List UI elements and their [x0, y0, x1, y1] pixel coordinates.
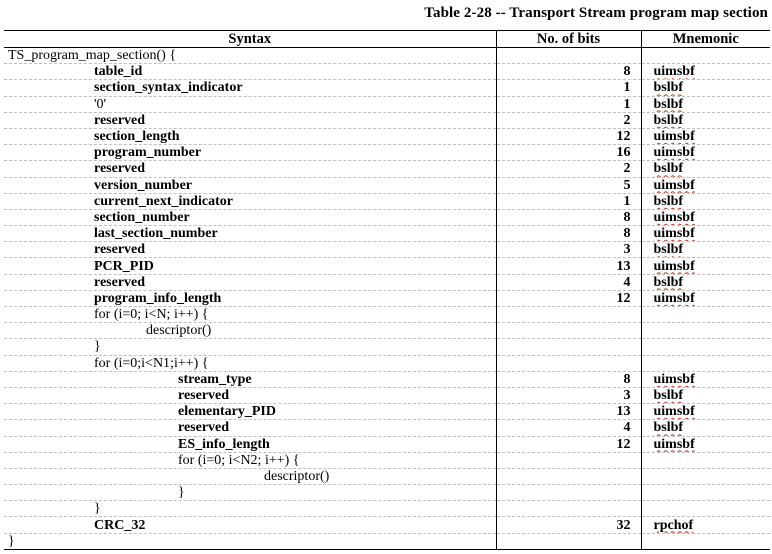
mnemonic-text: bslbf	[653, 388, 684, 404]
syntax-cell: for (i=0;i<N1;i++) {	[4, 355, 496, 371]
header-syntax: Syntax	[4, 31, 496, 48]
mnemonic-cell	[641, 355, 770, 371]
bits-cell	[496, 339, 641, 355]
mnemonic-cell	[641, 128, 770, 144]
mnemonic-cell	[641, 112, 770, 128]
mnemonic-cell	[641, 274, 770, 290]
bits-cell: 1	[496, 80, 641, 96]
mnemonic-cell	[641, 96, 770, 112]
mnemonic-text: uimsbf	[653, 129, 695, 145]
table-row	[4, 80, 770, 96]
mnemonic-text: uimsbf	[653, 209, 695, 225]
bits-cell	[496, 307, 641, 323]
syntax-cell: reserved	[4, 420, 496, 436]
mnemonic-cell	[641, 80, 770, 96]
table-row	[4, 468, 770, 484]
mnemonic-text: rpchof	[653, 517, 694, 533]
mnemonic-cell	[641, 452, 770, 468]
table-row	[4, 307, 770, 323]
table-row	[4, 112, 770, 128]
mnemonic-text: uimsbf	[653, 258, 695, 274]
table-row	[4, 274, 770, 290]
syntax-cell: }	[4, 339, 496, 355]
bits-cell: 8	[496, 371, 641, 387]
mnemonic-text: uimsbf	[653, 177, 695, 193]
mnemonic-cell	[641, 387, 770, 403]
table-row	[4, 48, 770, 64]
mnemonic-cell	[641, 371, 770, 387]
bits-cell: 13	[496, 258, 641, 274]
syntax-cell: ES_info_length	[4, 436, 496, 452]
syntax-cell: program_info_length	[4, 290, 496, 306]
syntax-cell: '0'	[4, 96, 496, 112]
bits-cell: 3	[496, 242, 641, 258]
table-row	[4, 226, 770, 242]
syntax-cell: for (i=0; i<N2; i++) {	[4, 452, 496, 468]
mnemonic-cell	[641, 339, 770, 355]
mnemonic-cell	[641, 517, 770, 533]
table-row	[4, 209, 770, 225]
table-row	[4, 387, 770, 403]
bits-cell: 8	[496, 226, 641, 242]
mnemonic-text: uimsbf	[653, 64, 695, 80]
mnemonic-cell	[641, 177, 770, 193]
table-row	[4, 355, 770, 371]
syntax-cell: reserved	[4, 112, 496, 128]
bits-cell: 2	[496, 161, 641, 177]
syntax-cell: last_section_number	[4, 226, 496, 242]
bits-cell	[496, 533, 641, 549]
syntax-cell: for (i=0; i<N; i++) {	[4, 307, 496, 323]
mnemonic-text: bslbf	[653, 112, 684, 128]
bits-cell: 8	[496, 64, 641, 80]
mnemonic-cell	[641, 307, 770, 323]
mnemonic-text: uimsbf	[653, 371, 695, 387]
bits-cell: 1	[496, 193, 641, 209]
bits-cell	[496, 323, 641, 339]
mnemonic-text: uimsbf	[653, 226, 695, 242]
bits-cell: 16	[496, 145, 641, 161]
table-body	[4, 48, 770, 550]
mnemonic-cell	[641, 242, 770, 258]
mnemonic-cell	[641, 193, 770, 209]
mnemonic-text: uimsbf	[653, 145, 695, 161]
mnemonic-text: uimsbf	[653, 436, 695, 452]
syntax-table	[4, 30, 770, 550]
bits-cell: 4	[496, 274, 641, 290]
table-row	[4, 533, 770, 549]
syntax-cell: program_number	[4, 145, 496, 161]
table-row	[4, 436, 770, 452]
table-row	[4, 501, 770, 517]
mnemonic-text: bslbf	[653, 80, 684, 96]
mnemonic-cell	[641, 501, 770, 517]
syntax-cell: version_number	[4, 177, 496, 193]
mnemonic-text: bslbf	[653, 420, 684, 436]
syntax-cell: descriptor()	[4, 468, 496, 484]
syntax-cell: reserved	[4, 274, 496, 290]
table-row	[4, 145, 770, 161]
mnemonic-text: bslbf	[653, 161, 684, 177]
table-row	[4, 404, 770, 420]
table-caption: Table 2-28 -- Transport Stream program map section	[424, 5, 768, 21]
table-row	[4, 193, 770, 209]
bits-cell	[496, 355, 641, 371]
table-row	[4, 96, 770, 112]
mnemonic-cell	[641, 226, 770, 242]
table-row	[4, 420, 770, 436]
mnemonic-cell	[641, 209, 770, 225]
syntax-cell: descriptor()	[4, 323, 496, 339]
table-row	[4, 485, 770, 501]
mnemonic-cell	[641, 533, 770, 549]
syntax-cell: elementary_PID	[4, 404, 496, 420]
bits-cell	[496, 468, 641, 484]
syntax-cell: TS_program_map_section() {	[4, 48, 496, 64]
table-row	[4, 128, 770, 144]
syntax-cell: current_next_indicator	[4, 193, 496, 209]
table-row	[4, 339, 770, 355]
table-row	[4, 290, 770, 306]
syntax-cell: table_id	[4, 64, 496, 80]
table-row	[4, 371, 770, 387]
mnemonic-text: uimsbf	[653, 290, 695, 306]
syntax-cell: CRC_32	[4, 517, 496, 533]
mnemonic-text: bslbf	[653, 193, 684, 209]
mnemonic-cell	[641, 161, 770, 177]
mnemonic-cell	[641, 258, 770, 274]
bits-cell	[496, 501, 641, 517]
bits-cell: 3	[496, 387, 641, 403]
syntax-cell: }	[4, 533, 496, 549]
mnemonic-text: uimsbf	[653, 404, 695, 420]
bits-cell: 5	[496, 177, 641, 193]
table-row	[4, 517, 770, 533]
mnemonic-text: bslbf	[653, 96, 684, 112]
mnemonic-cell	[641, 64, 770, 80]
table-row	[4, 242, 770, 258]
mnemonic-cell	[641, 420, 770, 436]
bits-cell: 12	[496, 290, 641, 306]
mnemonic-cell	[641, 145, 770, 161]
bits-cell: 12	[496, 436, 641, 452]
syntax-cell: reserved	[4, 242, 496, 258]
mnemonic-cell	[641, 290, 770, 306]
table-row	[4, 161, 770, 177]
syntax-cell: }	[4, 501, 496, 517]
syntax-cell: section_number	[4, 209, 496, 225]
bits-cell	[496, 485, 641, 501]
table-header-row	[4, 31, 770, 48]
mnemonic-cell	[641, 436, 770, 452]
mnemonic-text: bslbf	[653, 274, 684, 290]
bits-cell: 2	[496, 112, 641, 128]
bits-cell: 1	[496, 96, 641, 112]
bits-cell	[496, 48, 641, 64]
bits-cell: 4	[496, 420, 641, 436]
syntax-cell: }	[4, 485, 496, 501]
header-mnemonic: Mnemonic	[641, 31, 770, 48]
bits-cell: 12	[496, 128, 641, 144]
table-row	[4, 452, 770, 468]
syntax-cell: reserved	[4, 387, 496, 403]
mnemonic-cell	[641, 48, 770, 64]
bits-cell: 13	[496, 404, 641, 420]
syntax-cell: section_syntax_indicator	[4, 80, 496, 96]
table-row	[4, 177, 770, 193]
mnemonic-cell	[641, 485, 770, 501]
table-row	[4, 64, 770, 80]
table-row	[4, 258, 770, 274]
header-no-of-bits: No. of bits	[496, 31, 641, 48]
bits-cell: 8	[496, 209, 641, 225]
syntax-cell: reserved	[4, 161, 496, 177]
mnemonic-cell	[641, 468, 770, 484]
mnemonic-text: bslbf	[653, 242, 684, 258]
syntax-cell: PCR_PID	[4, 258, 496, 274]
syntax-cell: stream_type	[4, 371, 496, 387]
mnemonic-cell	[641, 404, 770, 420]
table-row	[4, 323, 770, 339]
bits-cell	[496, 452, 641, 468]
bits-cell: 32	[496, 517, 641, 533]
mnemonic-cell	[641, 323, 770, 339]
syntax-cell: section_length	[4, 128, 496, 144]
